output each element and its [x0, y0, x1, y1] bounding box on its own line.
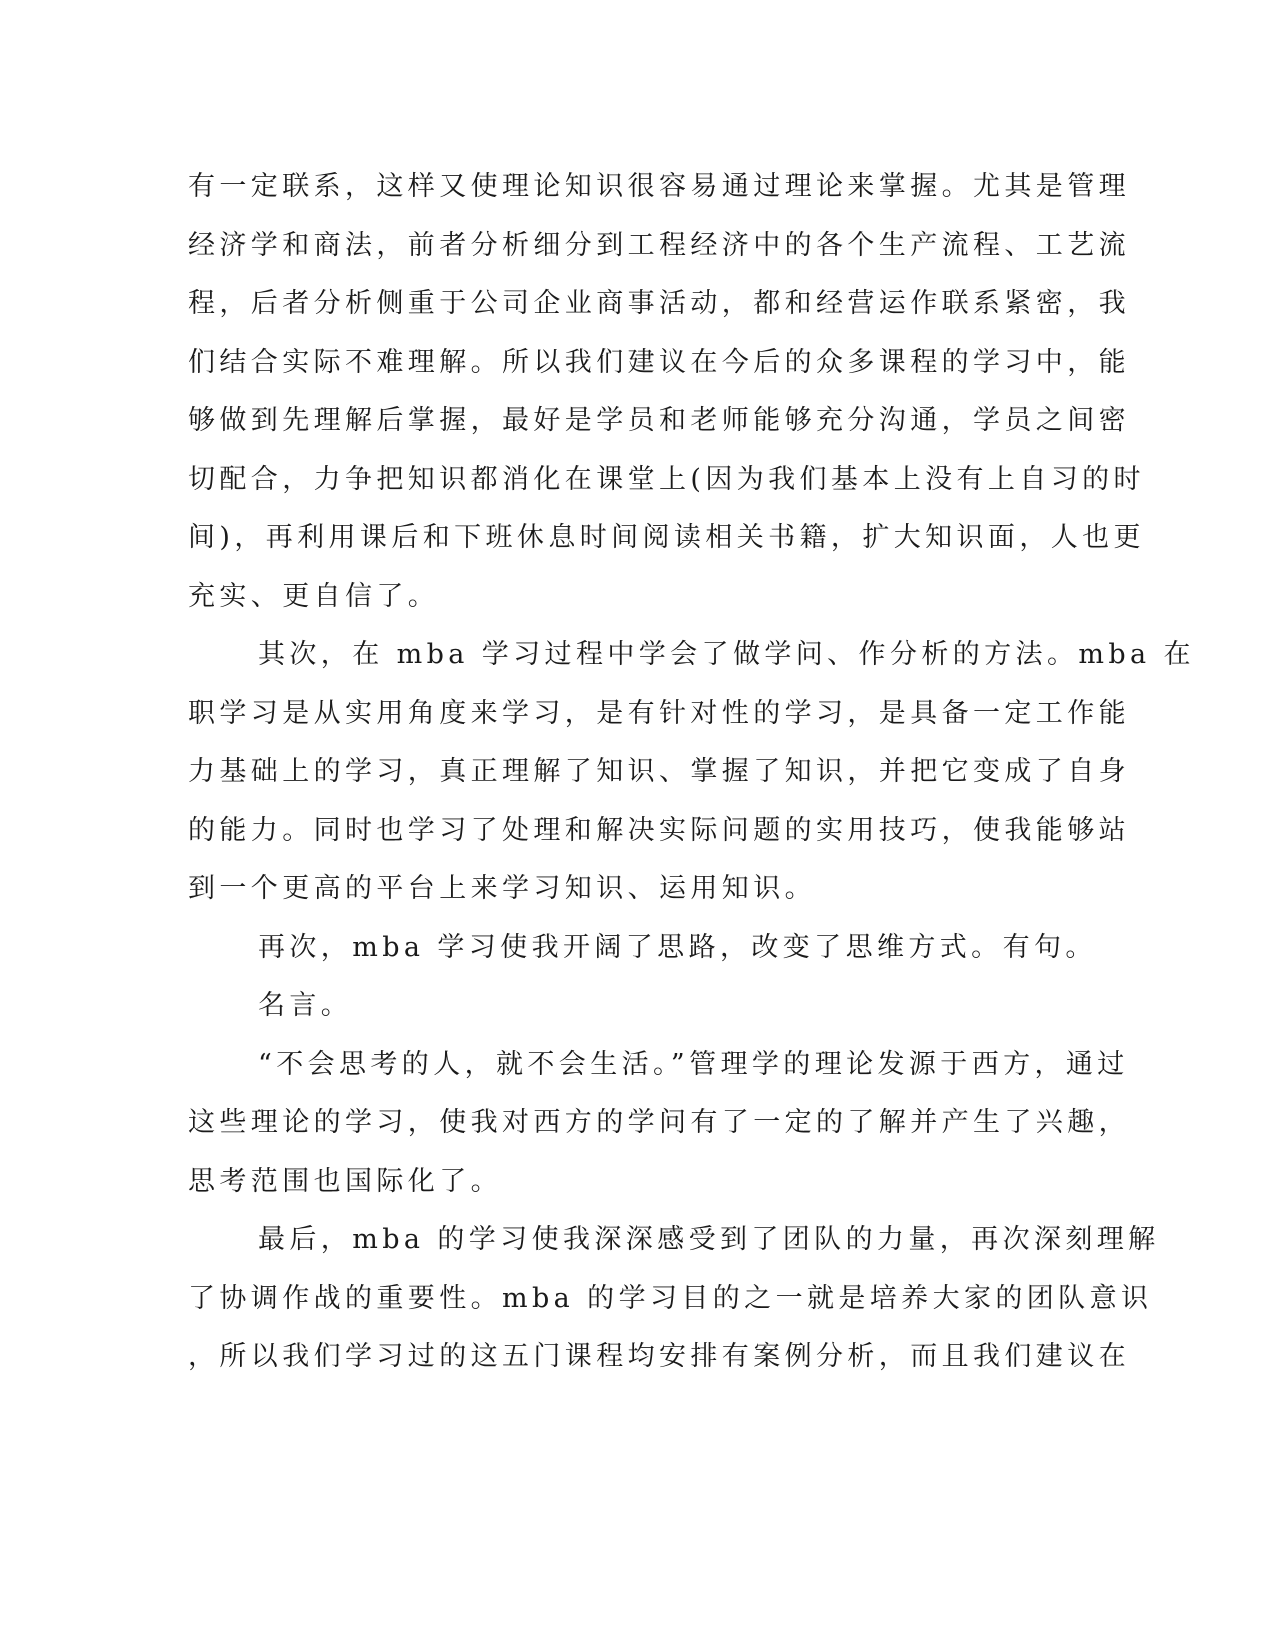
document-body [188, 158, 1195, 1387]
text-line: 经济学和商法，前者分析细分到工程经济中的各个生产流程、工艺流 [188, 229, 1130, 261]
text-line: 充实、更自信了。 [188, 580, 440, 612]
text-line: 这些理论的学习，使我对西方的学问有了一定的了解并产生了兴趣， [188, 1107, 1130, 1138]
paragraph-start-line: “不会思考的人，就不会生活。”管理学的理论发源于西方，通过 [258, 1048, 1129, 1080]
text-line: 的能力。同时也学习了处理和解决实际问题的实用技巧，使我能够站 [188, 814, 1130, 846]
text-line: 够做到先理解后掌握，最好是学员和老师能够充分沟通，学员之间密 [188, 405, 1130, 436]
text-line: 力基础上的学习，真正理解了知识、掌握了知识，并把它变成了自身 [188, 756, 1130, 787]
paragraph-start-line: 再次，mba 学习使我开阔了思路，改变了思维方式。有句。 [258, 931, 1097, 963]
paragraph-start-line: 最后，mba 的学习使我深深感受到了团队的力量，再次深刻理解 [258, 1224, 1160, 1255]
text-line: 们结合实际不难理解。所以我们建议在今后的众多课程的学习中，能 [188, 346, 1130, 378]
text-line: 间)，再利用课后和下班休息时间阅读相关书籍，扩大知识面，人也更 [188, 522, 1145, 553]
text-line: 了协调作战的重要性。mba 的学习目的之一就是培养大家的团队意识 [188, 1282, 1153, 1314]
text-line: 到一个更高的平台上来学习知识、运用知识。 [188, 873, 816, 904]
text-line: 切配合，力争把知识都消化在课堂上(因为我们基本上没有上自习的时 [188, 463, 1145, 495]
text-line: 职学习是从实用角度来学习，是有针对性的学习，是具备一定工作能 [188, 697, 1130, 729]
text-line: ，所以我们学习过的这五门课程均安排有案例分析，而且我们建议在 [188, 1341, 1130, 1372]
text-line: 思考范围也国际化了。 [188, 1165, 502, 1197]
paragraph-start-line: 名言。 [258, 990, 353, 1021]
text-line: 程，后者分析侧重于公司企业商事活动，都和经营运作联系紧密，我 [188, 288, 1130, 319]
paragraph-start-line: 其次，在 mba 学习过程中学会了做学问、作分析的方法。mba 在 [258, 639, 1195, 670]
text-line: 有一定联系，这样又使理论知识很容易通过理论来掌握。尤其是管理 [188, 171, 1130, 202]
